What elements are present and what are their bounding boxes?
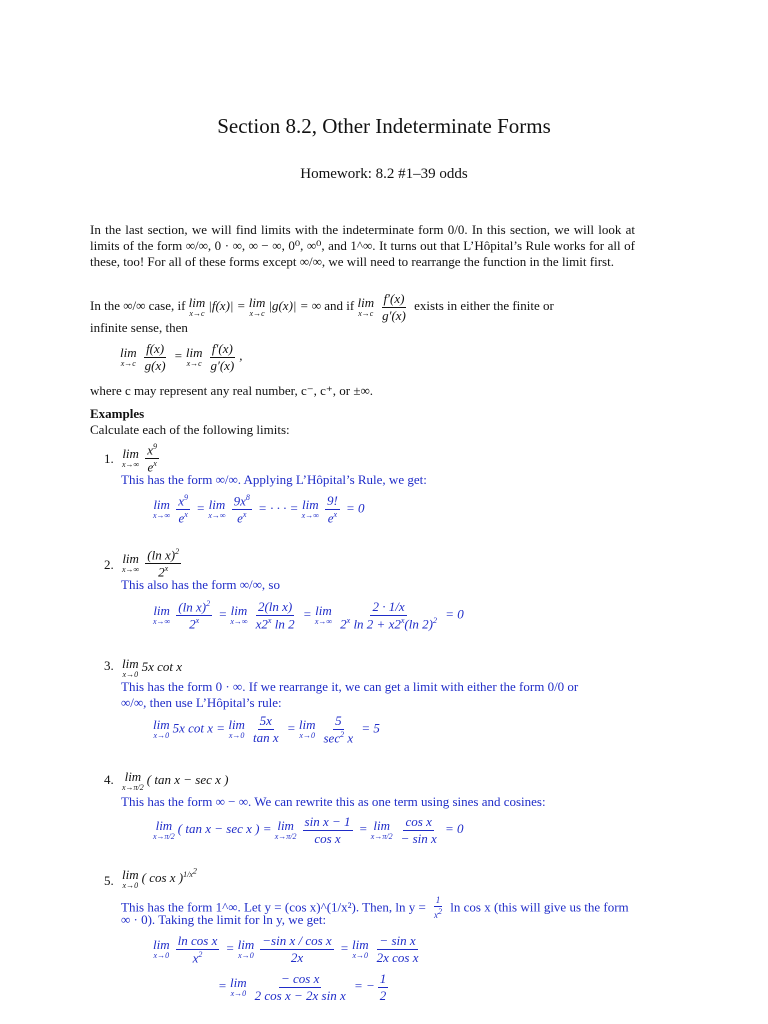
example-3-solution: lim x→0 5x cot x = lim x→0 $\frac{5x}{\text{tan x}}$ = lim x→0 $\frac{5}{\sec^2 x}$ = 5 — [153, 713, 380, 745]
rule-statement — [90, 292, 554, 322]
example-2-solution: lim x→∞ $\frac{(\ln x)^2}{2^x}$ = lim x→∞ $\frac{\text{2(ln x)}}{x2^x \ln 2}$ = lim x→∞ $\frac{2 \cdot 1/x}{2^x \ln 2 + x2^x(\ln 2)^2}$ = 0 — [153, 599, 464, 632]
rule-line-2: infinite sense, then — [90, 320, 188, 335]
example-5-inline-fraction: $\frac{1}{x^2}$ — [434, 895, 443, 921]
examples-instruction: Calculate each of the following limits: — [90, 422, 290, 437]
example-5-problem: lim x→0 ( cos x )$^{1/x^2}$ — [122, 866, 197, 890]
example-4-note: This has the form ∞ − ∞. We can rewrite this as one term using sines and cosines: — [121, 794, 546, 809]
example-1-note: This has the form ∞/∞. Applying L’Hôpital’s Rule, we get: — [121, 472, 427, 487]
intro-paragraph: In the last section, we will find limits with the indeterminate form 0/0. In this section, we will look at limits of the form ∞/∞, 0 · ∞, ∞ − ∞, 0⁰, ∞⁰, and 1^∞. It turns out that L’Hôpital’s Rule works for all of these, too! For all of these forms except ∞/∞, we will need to rearrange the function in the limit first. — [90, 222, 635, 269]
where-line: where c may represent any real number, c⁻, c⁺, or ±∞. — [90, 383, 373, 398]
example-2-problem: lim x→∞ $\frac{(\ln x)^2}{2^x}$ — [122, 547, 180, 580]
example-3-note-line-2: ∞/∞, then use L’Hôpital’s rule: — [121, 695, 282, 710]
example-1-solution: lim x→∞ $\frac{x^9}{e^x}$ = lim x→∞ $\frac{9x^8}{e^x}$ = · · · = lim x→∞ $\frac{9!}{e^x}$ = 0 — [153, 493, 365, 526]
rule-hypothesis-math: lim x→c |f(x)| = lim x→c |g(x)| = ∞ — [188, 295, 325, 319]
rule-derivative-limit: lim x→c $\frac{f'(x)}{g'(x)}$ — [357, 291, 406, 323]
example-3-problem: lim x→0 5x cot x — [122, 656, 183, 679]
rule-text-3: exists in either the finite or — [414, 298, 554, 314]
example-3-number: 3. — [104, 658, 114, 673]
example-1-problem: lim x→∞ $\frac{x^9}{e^x}$ — [122, 442, 158, 475]
lhopital-formula: lim x→c $\frac{f(x)}{g(x)}$ = lim x→c $\frac{f'(x)}{g'(x)}$ , — [120, 341, 243, 373]
example-5-note-part-1: This has the form 1^∞. Let y = (cos x)^(1/x²). Then, ln y = — [121, 899, 426, 915]
example-5-note-line-2: ∞ · 0). Taking the limit for ln y, we get: — [121, 912, 327, 927]
example-5-solution-line-2: = lim x→0 $\frac{\text{− cos x}}{\text{2 cos x − 2x sin x}}$ = − $\frac{1}{2}$ — [218, 971, 387, 1003]
example-4-solution: lim x→π/2 ( tan x − sec x ) = lim x→π/2 $\frac{\text{sin x − 1}}{\text{cos x}}$ = lim x→π/2 $\frac{\text{cos x}}{\text{− sin x}}$ = 0 — [153, 814, 464, 846]
example-5-solution-line-1: lim x→0 $\frac{\text{ln cos x}}{x^2}$ = lim x→0 $\frac{\text{−sin x / cos x}}{2x}$ = lim x→0 $\frac{\text{− sin x}}{\text{2x cos x}}$ — [153, 933, 419, 965]
example-4-problem: lim x→π/2 ( tan x − sec x ) — [122, 769, 229, 792]
example-2-number: 2. — [104, 557, 114, 572]
homework-line: Homework: 8.2 #1–39 odds — [300, 166, 468, 182]
rule-text-1: In the ∞/∞ case, if — [90, 298, 186, 314]
example-5-number: 5. — [104, 873, 114, 888]
example-1-number: 1. — [104, 451, 114, 466]
example-3-note-line-1: This has the form 0 · ∞. If we rearrange it, we can get a limit with either the form 0/0 or — [121, 679, 579, 694]
example-2-note: This also has the form ∞/∞, so — [121, 577, 280, 592]
example-5-note-part-2: ln cos x (this will give us the form — [450, 899, 629, 915]
rule-text-2: and if — [324, 298, 355, 314]
examples-heading: Examples — [90, 406, 145, 421]
page-title: Section 8.2, Other Indeterminate Forms — [217, 114, 551, 138]
example-4-number: 4. — [104, 772, 114, 787]
